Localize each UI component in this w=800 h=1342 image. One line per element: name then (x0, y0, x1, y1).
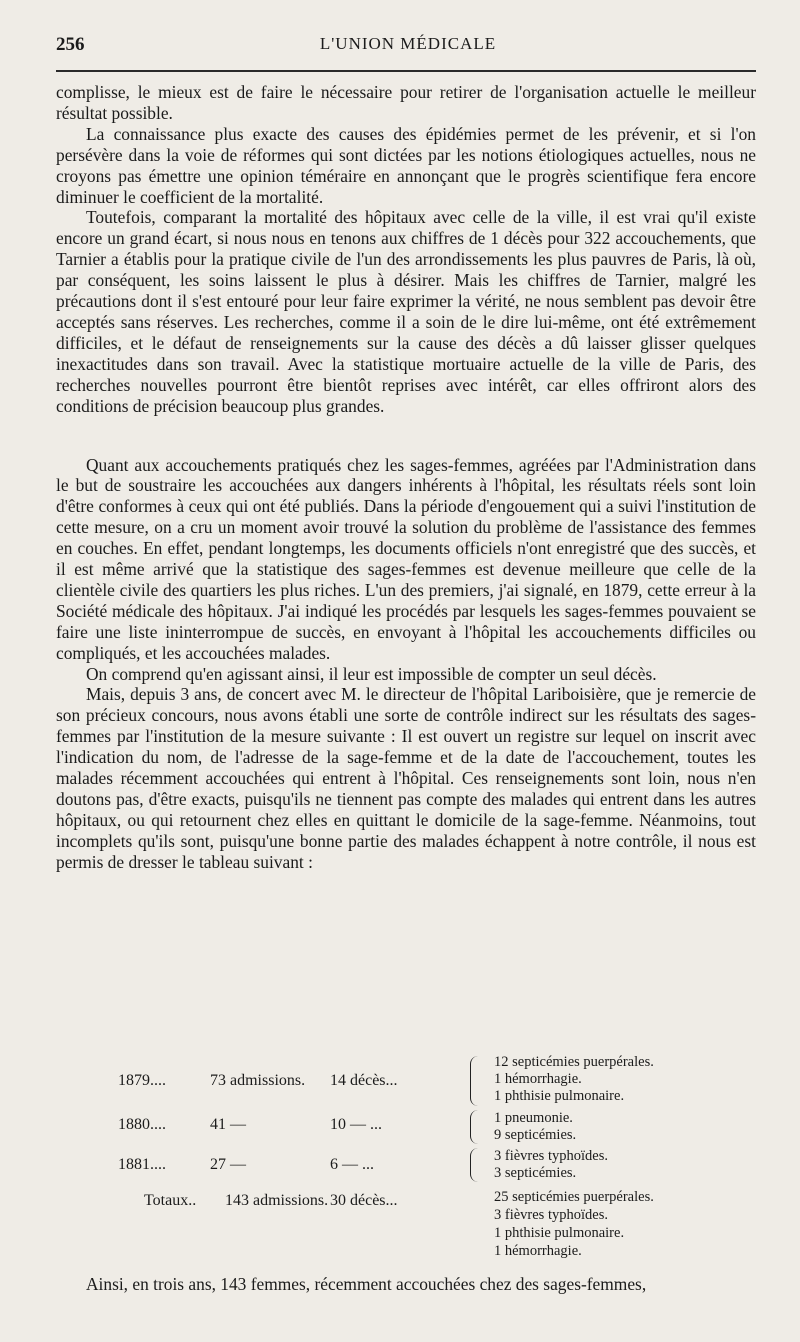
year-cell: 1880.... (118, 1116, 166, 1133)
table-row (60, 1054, 760, 1114)
page-number: 256 (56, 34, 85, 55)
paragraph: On comprend qu'en agissant ainsi, il leur est impossible de compter un seul décès. (86, 663, 657, 684)
causes-list (494, 1148, 608, 1182)
header-rule (56, 70, 756, 72)
cause-item: 1 pneumonie. (494, 1110, 573, 1126)
cause-item: 3 fièvres typhoïdes. (494, 1148, 608, 1164)
admissions-cell: 27 — (210, 1156, 246, 1173)
cause-item: 9 septicémies. (494, 1127, 577, 1143)
paragraph: Mais, depuis 3 ans, de concert avec M. le directeur de l'hôpital Lariboisière, que je remercie de son précieux concours, nous avons établi une sorte de contrôle indirect sur les résultats des sages-femmes par l'institution de la mesure suivante : Il est ouvert un registre sur lequel on inscrit avec l'indication du nom, de l'adresse de la sage-femme et de la date de l'accouchement, toutes les malades récemment accouchées qui entrent à l'hôpital. Ces renseignements sont loin, nous n'en doutons pas, d'être exacts, puisqu'ils ne tiennent pas compte des malades qui entrent dans les autres hôpitaux, ou qui retournent chez elles en quittant le domicile de la sage-femme. Néanmoins, tout incomplets qu'ils sont, puisqu'une bonne partie des malades échappent à notre contrôle, il nous est permis de dresser le tableau suivant : (56, 684, 756, 872)
paragraph: Toutefois, comparant la mortalité des hôpitaux avec celle de la ville, il est vrai qu'il existe encore un grand écart, si nous nous en tenons aux chiffres de 1 décès pour 322 accouchements, que Tarnier a établis pour la pratique civile de l'un des arrondissements les plus pauvres de Paris, là où, par conséquent, les soins laissent le plus à désirer. Mais les chiffres de Tarnier, malgré les précautions dont il s'est entouré pour leur faire exprimer la vérité, ne nous semblent pas devoir être acceptés sans réserves. Les recherches, comme il a soin de le dire lui-même, ont été extrêmement difficiles, et le défaut de renseignements sur la cause des décès a dû laisser glisser quelques inexactitudes dans son travail. Avec la statistique mortuaire actuelle de la ville de Paris, des recherches nouvelles pourront être bientôt reprises avec intérêt, car elles offriront alors des conditions de précision beaucoup plus grandes. (56, 207, 756, 416)
totals-causes-list (494, 1188, 654, 1260)
year-cell: 1879.... (118, 1072, 166, 1089)
brace (470, 1110, 481, 1144)
cause-item: 3 fièvres typhoïdes. (494, 1207, 608, 1223)
deces-cell: 14 décès... (330, 1072, 398, 1089)
brace (470, 1148, 481, 1182)
page-header (56, 34, 760, 62)
totals-admissions: 143 admissions. (225, 1192, 329, 1209)
deces-cell: 10 — ... (330, 1116, 382, 1133)
running-title: L'UNION MÉDICALE (319, 34, 497, 53)
closing-line: Ainsi, en trois ans, 143 femmes, récemment accouchées chez des sages-femmes, (86, 1274, 647, 1294)
cause-item: 1 phthisie pulmonaire. (494, 1225, 625, 1241)
paragraph: La connaissance plus exacte des causes des épidémies permet de les prévenir, et si l'on persévère dans la voie de réformes qui sont dictées par les notions étiologiques actuelles, nous ne croyons pas émettre une opinion téméraire en annonçant que le progrès scientifique fera encore diminuer le coefficient de la mortalité. (56, 123, 756, 207)
paragraph: complisse, le mieux est de faire le nécessaire pour retirer de l'organisation actuelle le meilleur résultat possible. (56, 82, 756, 123)
totals-label: Totaux.. (144, 1192, 197, 1209)
cause-item: 1 hémorrhagie. (494, 1243, 582, 1259)
cause-item: 1 hémorrhagie. (494, 1071, 582, 1087)
statistics-table (60, 1054, 760, 1264)
admissions-cell: 73 admissions. (210, 1072, 306, 1089)
causes-list (494, 1054, 654, 1105)
cause-item: 3 septicémies. (494, 1165, 577, 1181)
cause-item: 25 septicémies puerpérales. (494, 1189, 654, 1205)
totals-row (60, 1188, 760, 1268)
deces-cell: 6 — ... (330, 1156, 374, 1173)
causes-list (494, 1110, 576, 1144)
cause-item: 1 phthisie pulmonaire. (494, 1088, 625, 1104)
admissions-cell: 41 — (210, 1116, 246, 1133)
paragraph: Quant aux accouchements pratiqués chez les sages-femmes, agréées par l'Administration dans le but de soustraire les accouchées aux dangers inhérents à l'hôpital, les résultats réels sont loin d'être conformes à ceux qui ont été publiés. Dans la période d'engouement qui a suivi l'institution de cette mesure, on a cru un moment avoir trouvé la solution du problème de l'assistance des femmes en couches. En effet, pendant longtemps, les documents officiels n'ont enregistré que des succès, et il est même arrivé que la statistique des sages-femmes est devenue meilleure que celle de la clientèle civile des quartiers les plus riches. L'un des premiers, j'ai signalé, en 1879, cette erreur à la Société médicale des hôpitaux. J'ai indiqué les procédés par lesquels les sages-femmes pouvaient se faire une liste ininterrompue de succès, en envoyant à l'hôpital les accouchements difficiles ou compliqués, et les accouchées malades. (56, 454, 756, 663)
year-cell: 1881.... (118, 1156, 166, 1173)
cause-item: 12 septicémies puerpérales. (494, 1054, 654, 1070)
brace (470, 1056, 481, 1106)
totals-deces: 30 décès... (330, 1192, 398, 1209)
body-text (56, 82, 756, 873)
